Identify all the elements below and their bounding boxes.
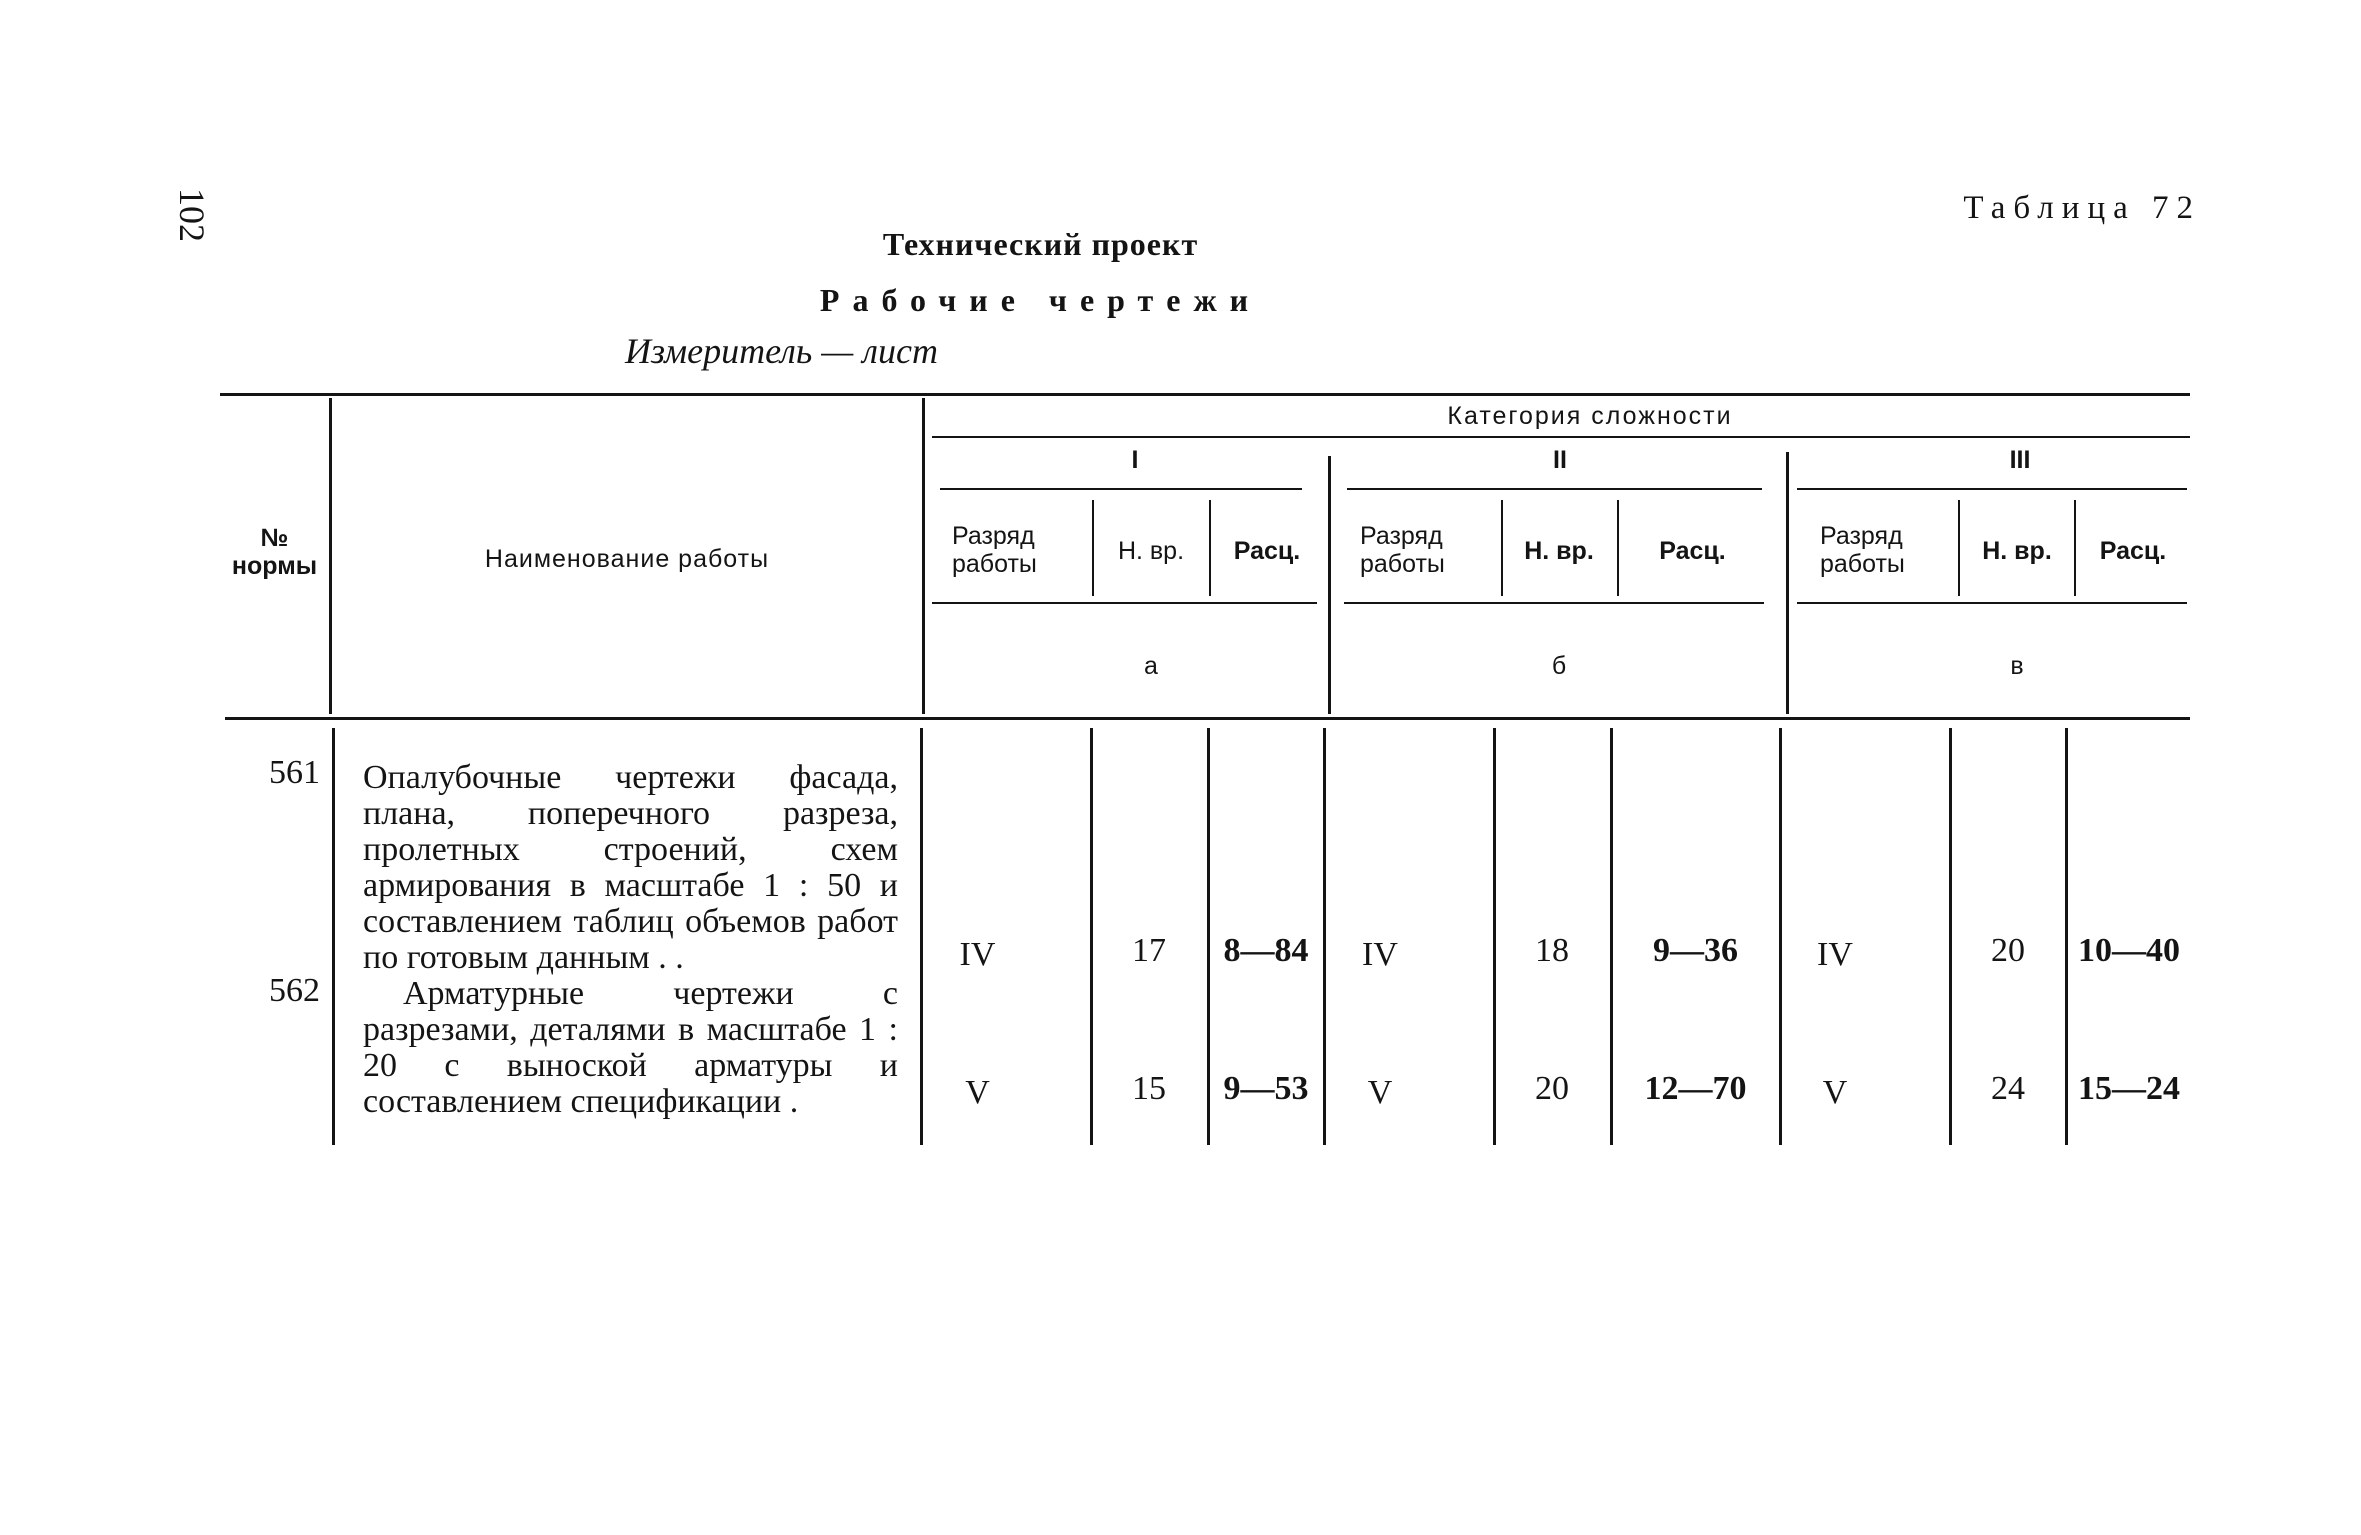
measure-unit: Измеритель — лист <box>625 331 938 371</box>
price-cell: 10—40 <box>2078 932 2180 969</box>
group-3-price-header: Расц. <box>2099 537 2167 565</box>
price-cell: 8—84 <box>1223 932 1309 969</box>
price-cell: 15—24 <box>2078 1070 2180 1107</box>
header-category: Категория сложности <box>1447 402 1733 430</box>
drawings-title: Рабочие чертежи <box>819 282 1262 318</box>
time-cell: 18 <box>1535 932 1569 969</box>
group-1-rank-header: Разряд работы <box>952 522 1037 578</box>
group-1-price-header: Расц. <box>1233 537 1301 565</box>
time-cell: 17 <box>1132 932 1166 969</box>
rank-cell: V <box>965 1074 990 1111</box>
group-3-letter: в <box>2010 652 2024 680</box>
price-cell: 9—36 <box>1653 932 1738 969</box>
group-3-time-header: Н. вр. <box>1982 537 2052 565</box>
rank-cell: IV <box>959 936 996 973</box>
norm-number: 562 <box>269 972 320 1009</box>
rank-cell: IV <box>1362 936 1398 973</box>
price-cell: 9—53 <box>1223 1070 1309 1107</box>
table-label: Таблица 72 <box>1963 190 2201 226</box>
time-cell: 24 <box>1991 1070 2025 1107</box>
group-1-letter: а <box>1144 652 1158 680</box>
rank-cell: IV <box>1817 936 1853 973</box>
group-1-time-header: Н. вр. <box>1117 537 1185 565</box>
group-2-letter: б <box>1551 652 1567 680</box>
norm-number: 561 <box>269 754 320 791</box>
group-2-price-header: Расц. <box>1659 537 1726 565</box>
header-work-name: Наименование работы <box>484 545 770 573</box>
rank-cell: V <box>1367 1074 1393 1111</box>
project-title: Технический проект <box>882 226 1199 262</box>
rank-cell: V <box>1822 1074 1848 1111</box>
price-cell: 12—70 <box>1644 1070 1747 1107</box>
group-2-time-header: Н. вр. <box>1524 537 1594 565</box>
work-description: Опалубочные чертежи фасада, плана, поперечного разреза, пролетных строений, схем армирования в масштабе 1 : 50 и составлением таблиц объемов работ по готовым данным . . <box>363 759 898 976</box>
time-cell: 20 <box>1991 932 2025 969</box>
group-1-roman: I <box>1131 446 1139 474</box>
time-cell: 15 <box>1132 1070 1166 1107</box>
group-3-rank-header: Разряд работы <box>1820 522 1905 578</box>
work-description: Арматурные чертежи с разрезами, деталями в масштабе 1 : 20 с выноской арматуры и составлением спецификации . <box>363 975 898 1120</box>
header-norm-no: № нормы <box>231 524 318 580</box>
page-number: 102 <box>172 188 212 242</box>
group-3-roman: III <box>2009 446 2031 474</box>
group-2-rank-header: Разряд работы <box>1360 522 1445 578</box>
time-cell: 20 <box>1535 1070 1569 1107</box>
group-2-roman: II <box>1553 446 1567 474</box>
